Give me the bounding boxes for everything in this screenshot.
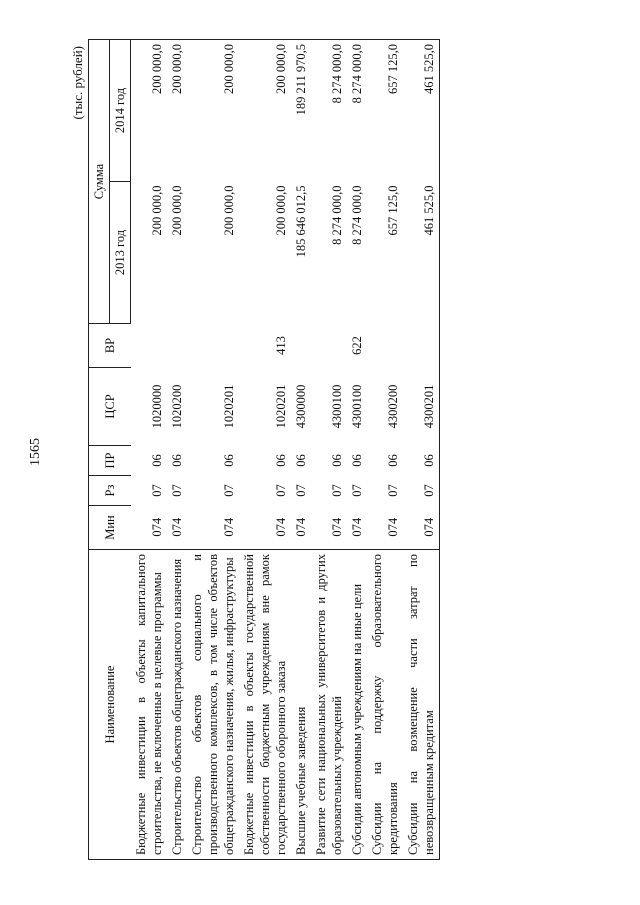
row-2014: 200 000,0 [167,40,187,182]
row-min: 074 [149,517,164,537]
table-row [367,40,403,860]
row-2013: 657 125,0 [385,185,400,236]
row-min: 074 [385,517,400,537]
table-row [167,40,187,860]
row-csr: 1020200 [169,384,184,429]
row-2014: 200 000,0 [131,40,167,182]
header-2014: 2014 год [110,40,131,182]
page-number: 1565 [28,438,43,466]
row-rz: 07 [385,484,400,497]
row-2013: 200 000,0 [221,185,236,236]
row-pr: 06 [169,454,184,467]
row-name: Развитие сети национальных университетов и других образовательных учреждений [311,550,347,860]
row-rz: 07 [169,484,184,497]
row-pr: 06 [385,454,400,467]
row-2014: 657 125,0 [367,40,403,182]
row-pr: 06 [349,454,364,467]
table-row [239,40,291,860]
header-pr: ПР [89,446,131,476]
row-pr: 06 [221,454,236,467]
row-name: Строительство объектов общегражданского назначения [167,550,187,860]
row-vr [131,324,167,368]
header-rz: Рз [89,476,131,506]
row-csr: 1020000 [149,384,164,429]
header-vr: ВР [89,324,131,368]
row-rz: 07 [403,476,440,506]
header-2013: 2013 год [110,182,131,324]
row-csr: 4300100 [329,384,344,429]
header-sum: Сумма [89,40,110,324]
row-csr: 4300000 [293,384,308,429]
row-name: Бюджетные инвестиции в объекты государственной собственности бюджетным учреждениям вне рамок государственного оборонного заказа [239,550,291,860]
row-vr [167,324,187,368]
row-rz: 07 [149,484,164,497]
row-vr [311,324,347,368]
row-2014: 8 274 000,0 [347,40,367,182]
row-vr [367,324,403,368]
row-pr: 06 [273,454,288,467]
row-rz: 07 [329,484,344,497]
row-vr [187,324,239,368]
row-vr: 413 [273,336,288,355]
row-rz: 07 [273,484,288,497]
row-csr: 1020201 [273,384,288,429]
header-name: Наименование [89,550,131,860]
row-min: 074 [293,517,308,537]
row-csr: 4300100 [349,384,364,429]
row-2014: 8 274 000,0 [311,40,347,182]
row-2013: 8 274 000,0 [329,185,344,245]
row-min: 074 [403,506,440,550]
row-2014: 200 000,0 [187,40,239,182]
units-label: (тыс. рублей) [70,46,85,120]
row-2013: 200 000,0 [149,185,164,236]
row-rz: 07 [293,484,308,497]
row-min: 074 [349,517,364,537]
row-min: 074 [329,517,344,537]
table-row [347,40,367,860]
row-2013: 200 000,0 [169,185,184,236]
row-min: 074 [169,517,184,537]
row-pr: 06 [149,454,164,467]
row-pr: 06 [403,446,440,476]
row-2013: 461 525,0 [403,182,440,324]
row-vr [403,324,440,368]
header-csr: ЦСР [89,368,131,446]
row-csr: 4300201 [403,368,440,446]
row-2013: 8 274 000,0 [349,185,364,245]
row-rz: 07 [221,484,236,497]
budget-table [88,39,440,860]
row-csr: 4300200 [385,384,400,429]
row-2014: 189 211 970,5 [291,40,311,182]
row-2013: 200 000,0 [273,185,288,236]
rotated-table-container [70,40,630,860]
row-2013: 185 646 012,5 [293,185,308,258]
row-csr: 1020201 [221,384,236,429]
row-rz: 07 [349,484,364,497]
row-pr: 06 [293,454,308,467]
table-row [131,40,167,860]
row-2014: 200 000,0 [239,40,291,182]
row-name: Субсидии автономным учреждениям на иные цели [347,550,367,860]
table-row [291,40,311,860]
table-row [403,40,440,860]
row-vr [291,324,311,368]
row-name: Высшие учебные заведения [291,550,311,860]
row-min: 074 [273,517,288,537]
header-row [89,40,110,860]
row-vr: 622 [349,336,364,355]
row-min: 074 [221,517,236,537]
header-min: Мин [89,506,131,550]
row-name: Субсидии на поддержку образовательного кредитования [367,550,403,860]
row-pr: 06 [329,454,344,467]
row-name: Строительство объектов социального и производственного комплексов, в том числе объектов общегражданского назначения, жилья, инфраструктуры [187,550,239,860]
table-row [311,40,347,860]
row-name: Субсидии на возмещение части затрат по невозвращенным кредитам [403,550,440,860]
row-2014: 461 525,0 [403,40,440,182]
row-name: Бюджетные инвестиции в объекты капитального строительства, не включенные в целевые программы [131,550,167,860]
table-row [187,40,239,860]
